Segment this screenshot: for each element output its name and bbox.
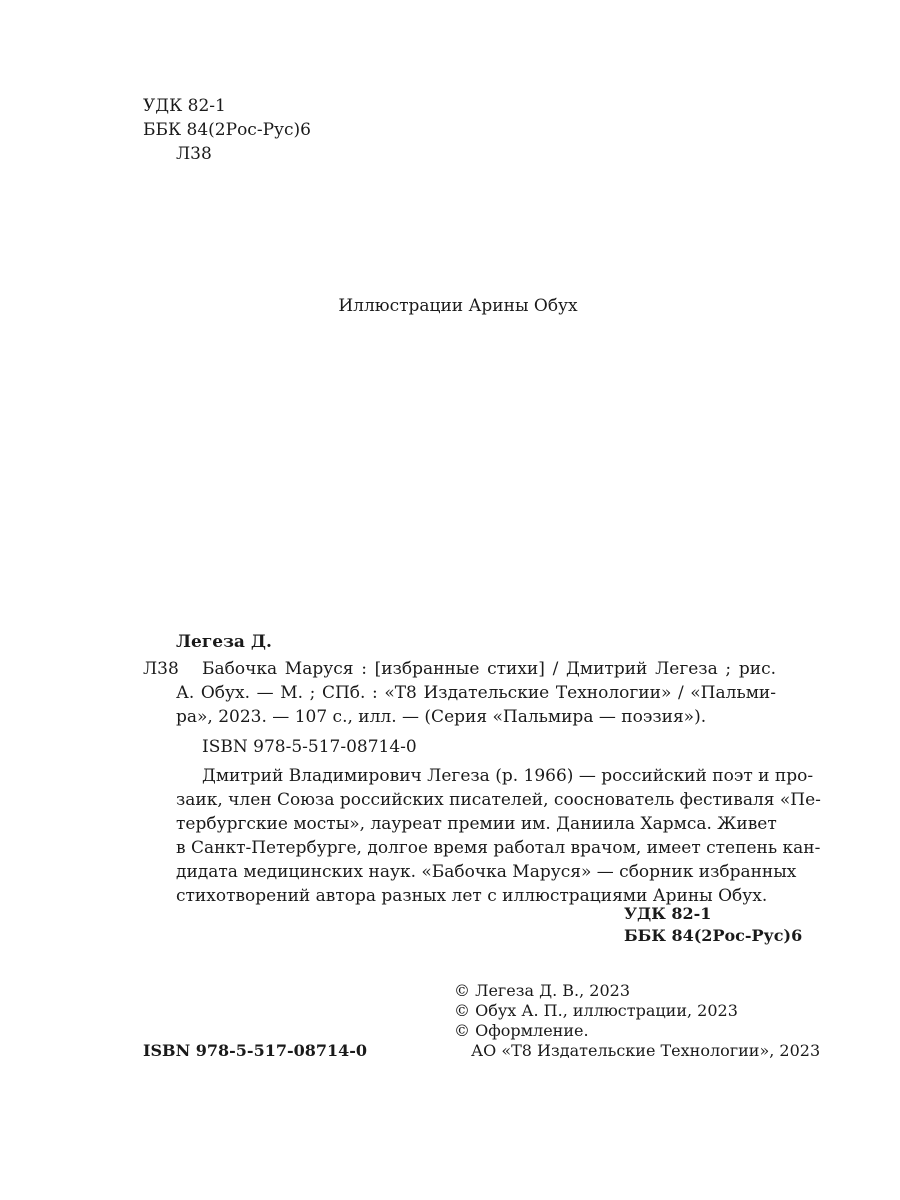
illustrations-credit: Иллюстрации Арины Обух [338, 296, 578, 316]
author-heading: Легеза Д. [176, 632, 272, 652]
description-line-2: А. Обух. — М. ; СПб. : «Т8 Издательские Технологии» / «Пальми- [176, 683, 776, 703]
copyright-line-2: © Обух А. П., иллюстрации, 2023 [454, 1001, 738, 1020]
annotation-line-3: тербургские мосты», лауреат премии им. Даниила Хармса. Живет [176, 814, 777, 834]
annotation-line-4: в Санкт-Петербурге, долгое время работал врачом, имеет степень кан- [176, 838, 821, 858]
udk-code-card: УДК 82-1 [624, 904, 712, 923]
description-line-1: Бабочка Маруся : [избранные стихи] / Дмитрий Легеза ; рис. [202, 659, 776, 679]
copyright-line-1: © Легеза Д. В., 2023 [454, 981, 631, 1000]
author-sign-top: Л38 [176, 144, 212, 164]
copyright-line-3: © Оформление. [454, 1021, 589, 1040]
annotation-line-6: стихотворений автора разных лет с иллюстрациями Арины Обух. [176, 886, 768, 906]
annotation-line-2: заик, член Союза российских писателей, сооснователь фестиваля «Пе- [176, 790, 821, 810]
annotation-line-1: Дмитрий Владимирович Легеза (р. 1966) — российский поэт и про- [202, 766, 814, 786]
annotation-line-5: дидата медицинских наук. «Бабочка Маруся» — сборник избранных [176, 862, 797, 882]
copyright-line-4: АО «Т8 Издательские Технологии», 2023 [471, 1041, 821, 1060]
bbk-code-card: ББК 84(2Рос-Рус)6 [624, 926, 803, 945]
isbn-card: ISBN 978-5-517-08714-0 [202, 737, 417, 757]
udk-code-top: УДК 82-1 [143, 96, 226, 116]
isbn-bottom: ISBN 978-5-517-08714-0 [143, 1041, 368, 1060]
bbk-code-top: ББК 84(2Рос-Рус)6 [143, 120, 311, 140]
author-sign: Л38 [143, 659, 179, 679]
description-line-3: ра», 2023. — 107 с., илл. — (Серия «Пальмира — поэзия»). [176, 707, 707, 727]
